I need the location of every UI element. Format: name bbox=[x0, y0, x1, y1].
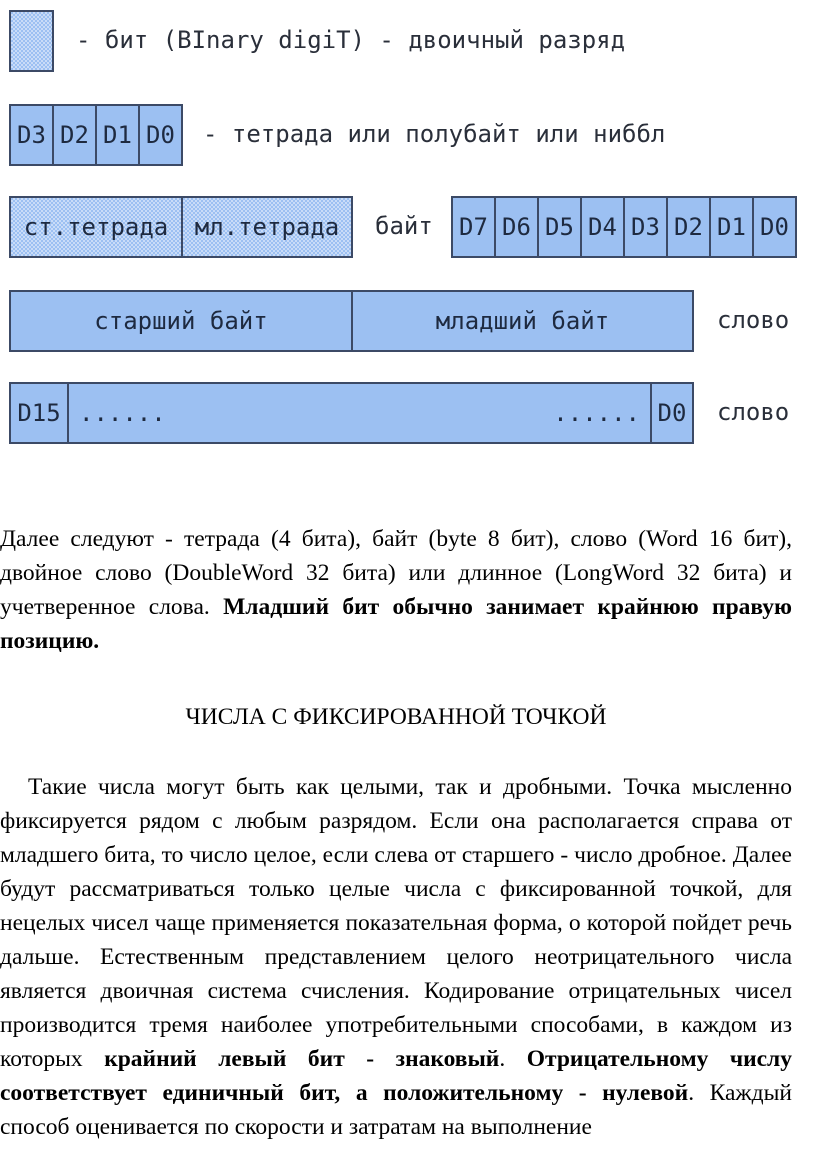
nibble-cell-d0: D0 bbox=[138, 104, 183, 166]
word-cell-d0: D0 bbox=[650, 382, 694, 444]
byte-cell-d1: D1 bbox=[709, 196, 754, 258]
word-ellipsis-left: ...... bbox=[79, 399, 166, 427]
fixed-point-text-c: . bbox=[499, 1046, 527, 1072]
intro-bold-text: Младший бит обычно занимает крайнюю правую позицию. bbox=[0, 594, 792, 654]
word-low-byte: младший байт bbox=[351, 290, 694, 352]
nibble-label: - тетрада или полубайт или ниббл bbox=[203, 120, 666, 148]
byte-low-nibble: мл.тетрада bbox=[181, 196, 353, 258]
fixed-point-text-d: . Каждый способ оценивается по скорости и затратам на выполнение bbox=[0, 1080, 792, 1140]
word-cell-d15: D15 bbox=[9, 382, 69, 444]
data-format-diagram bbox=[0, 0, 816, 470]
word-high-byte: старший байт bbox=[9, 290, 353, 352]
nibble-cell-d1: D1 bbox=[95, 104, 140, 166]
sign-bit-bold: крайний левый бит - знаковый bbox=[104, 1046, 500, 1072]
word-cell-middle bbox=[67, 382, 652, 444]
word-label: слово bbox=[717, 306, 790, 334]
byte-cell-d3: D3 bbox=[623, 196, 668, 258]
byte-cell-d0: D0 bbox=[752, 196, 797, 258]
byte-cell-d2: D2 bbox=[666, 196, 711, 258]
bit-label: - бит (BInary digiT) - двоичный разряд bbox=[76, 26, 626, 54]
intro-text: Далее следуют - тетрада (4 бита), байт (byte 8 бит), слово (Word 16 бит), двойное слово (DoubleWord 32 бита) или длинное (LongWord 32 бита) и учетверенное слова. bbox=[0, 526, 792, 620]
bit-cell bbox=[9, 10, 54, 72]
fixed-point-paragraph bbox=[0, 770, 792, 1144]
document-body bbox=[0, 522, 792, 1144]
word2-label: слово bbox=[717, 398, 790, 426]
word-ellipsis-right: ...... bbox=[553, 399, 640, 427]
nibble-cell-d2: D2 bbox=[52, 104, 97, 166]
fixed-point-text-a: Такие числа могут быть как целыми, так и дробными. Точка мысленно фиксируется рядом с любым разрядом. Если она располагается справа от младшего бита, то число целое, если слева от старшего - число дробное. Далее будут рассматриваться только целые числа с фиксированной точкой, для нецелых чисел чаще применяется показательная форма, о которой пойдет речь дальше. Естественным представлением целого неотрицательного числа является двоичная система счисления. Кодирование отрицательных чисел производится тремя наиболее употребительными способами, в каждом из которых bbox=[0, 774, 792, 1072]
byte-cell-d5: D5 bbox=[537, 196, 582, 258]
intro-paragraph bbox=[0, 522, 792, 658]
byte-high-nibble: ст.тетрада bbox=[9, 196, 183, 258]
nibble-cell-d3: D3 bbox=[9, 104, 54, 166]
byte-cell-d7: D7 bbox=[451, 196, 496, 258]
section-heading: ЧИСЛА С ФИКСИРОВАННОЙ ТОЧКОЙ bbox=[185, 704, 607, 730]
byte-cell-d4: D4 bbox=[580, 196, 625, 258]
byte-cell-d6: D6 bbox=[494, 196, 539, 258]
byte-label: байт bbox=[375, 212, 433, 240]
sign-value-bold: Отрицательному числу соответствует единичный бит, а положительному - нулевой bbox=[0, 1046, 792, 1106]
